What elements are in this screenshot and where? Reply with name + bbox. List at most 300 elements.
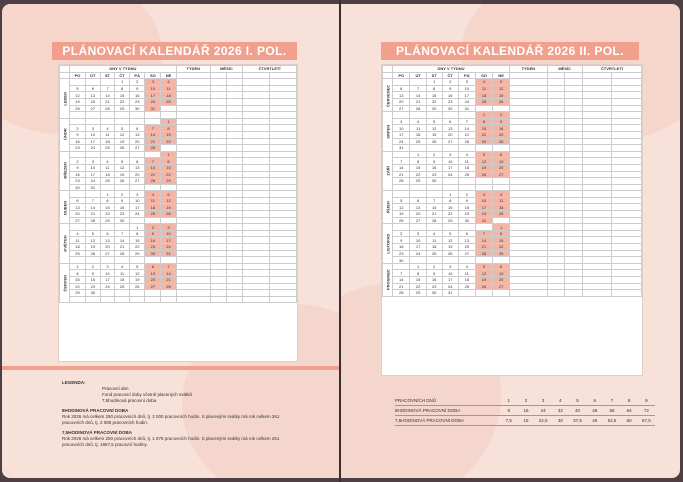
col-header: [60, 66, 70, 73]
day-cell: 1: [410, 151, 426, 158]
day-cell: [426, 257, 442, 264]
week-row: [60, 145, 297, 152]
week-cell: [510, 125, 547, 132]
day-cell: [115, 184, 130, 191]
week-row: [60, 158, 297, 165]
day-cell: 6: [410, 197, 426, 204]
month-label: SRPEN: [383, 112, 393, 152]
week-cell: [176, 145, 210, 152]
day-cell: [458, 257, 475, 264]
summary-cell: 16: [523, 408, 529, 413]
day-cell: 23: [70, 145, 86, 152]
day-cell: [393, 151, 410, 158]
day-cell: [130, 217, 145, 224]
day-cell: [410, 145, 426, 152]
col-header: ČTVRTLETÍ: [242, 66, 296, 73]
day-cell: 20: [70, 211, 86, 218]
day-cell: 6: [100, 230, 114, 237]
day-cell: 17: [130, 204, 145, 211]
page-title: PLÁNOVACÍ KALENDÁŘ 2026 I. POL.: [52, 42, 297, 60]
day-cell: 13: [493, 270, 510, 277]
day-cell: 4: [410, 118, 426, 125]
day-cell: 26: [161, 211, 176, 218]
day-cell: 9: [130, 85, 145, 92]
day-cell: 20: [493, 164, 510, 171]
week-cell: [510, 230, 547, 237]
week-row: [60, 211, 297, 218]
day-cell: 11: [475, 85, 492, 92]
week-cell: [176, 92, 210, 99]
day-cell: [410, 257, 426, 264]
day-cell: 29: [475, 138, 492, 145]
day-cell: 25: [100, 178, 114, 185]
week-row: [60, 296, 297, 303]
day-cell: 24: [442, 283, 458, 290]
day-cell: 12: [130, 270, 145, 277]
week-cell: [176, 118, 210, 125]
day-cell: [410, 112, 426, 119]
day-cell: 6: [70, 197, 86, 204]
col-header: DNY V TÝDNU: [393, 66, 510, 73]
day-cell: 23: [493, 131, 510, 138]
week-cell: [176, 230, 210, 237]
day-cell: 5: [475, 151, 492, 158]
day-cell: 31: [145, 105, 161, 112]
day-cell: 9: [115, 197, 130, 204]
day-cell: 22: [410, 171, 426, 178]
summary-cell: 6: [593, 398, 597, 403]
day-cell: 22: [115, 98, 130, 105]
day-cell: [130, 112, 145, 119]
day-cell: 29: [426, 105, 442, 112]
day-cell: [410, 79, 426, 86]
day-cell: 5: [426, 118, 442, 125]
day-header: SO: [145, 72, 161, 79]
day-cell: 26: [493, 98, 510, 105]
day-cell: 8: [70, 270, 86, 277]
day-cell: [130, 118, 145, 125]
day-cell: 13: [130, 164, 145, 171]
day-cell: 17: [442, 277, 458, 284]
day-cell: [85, 257, 100, 264]
day-cell: 7: [426, 197, 442, 204]
day-cell: 19: [493, 92, 510, 99]
day-cell: 10: [458, 85, 475, 92]
day-cell: 18: [100, 171, 114, 178]
day-cell: [85, 296, 100, 303]
day-cell: [426, 112, 442, 119]
day-cell: 21: [115, 244, 130, 251]
day-cell: 25: [70, 250, 86, 257]
day-cell: 10: [85, 131, 100, 138]
day-cell: [458, 184, 475, 191]
day-header: ČT: [115, 72, 130, 79]
day-cell: [475, 145, 492, 152]
day-header: ST: [100, 72, 114, 79]
day-cell: [85, 112, 100, 119]
col-header: MĚSÍC: [547, 66, 582, 73]
day-cell: [493, 257, 510, 264]
day-header: NE: [161, 72, 176, 79]
day-cell: [161, 296, 176, 303]
week-cell: [176, 138, 210, 145]
day-cell: 10: [475, 197, 492, 204]
day-cell: 12: [115, 164, 130, 171]
day-cell: 19: [475, 164, 492, 171]
week-row: [60, 151, 297, 158]
day-cell: [115, 112, 130, 119]
day-cell: [115, 151, 130, 158]
day-header: SO: [475, 72, 492, 79]
right-page: [341, 4, 680, 478]
day-cell: 8: [475, 118, 492, 125]
day-cell: 28: [115, 250, 130, 257]
day-cell: 4: [145, 191, 161, 198]
day-cell: 8: [115, 85, 130, 92]
day-cell: 4: [475, 79, 492, 86]
day-cell: 1: [161, 151, 176, 158]
week-row: [383, 197, 642, 204]
day-cell: 2: [70, 125, 86, 132]
day-cell: 5: [115, 125, 130, 132]
week-row: [383, 270, 642, 277]
day-cell: 28: [426, 217, 442, 224]
day-cell: 26: [393, 217, 410, 224]
day-cell: 9: [70, 164, 86, 171]
day-cell: 21: [393, 283, 410, 290]
day-cell: 13: [85, 92, 100, 99]
day-cell: [493, 290, 510, 297]
week-row: [60, 79, 297, 86]
day-cell: 20: [442, 131, 458, 138]
day-cell: 10: [85, 164, 100, 171]
month-label: ÚNOR: [60, 118, 70, 151]
week-cell: [176, 131, 210, 138]
day-cell: 25: [115, 283, 130, 290]
day-cell: [493, 184, 510, 191]
day-cell: 9: [426, 270, 442, 277]
day-cell: [475, 290, 492, 297]
day-cell: 11: [70, 237, 86, 244]
day-cell: 13: [145, 270, 161, 277]
day-cell: 11: [493, 197, 510, 204]
day-cell: [161, 105, 176, 112]
day-cell: 7: [145, 125, 161, 132]
day-cell: 23: [426, 283, 442, 290]
day-cell: 14: [85, 204, 100, 211]
day-cell: 17: [393, 131, 410, 138]
day-cell: 3: [161, 224, 176, 231]
week-cell: [176, 151, 210, 158]
day-cell: [85, 118, 100, 125]
day-cell: 17: [161, 237, 176, 244]
day-cell: 25: [426, 250, 442, 257]
day-cell: 22: [410, 283, 426, 290]
day-cell: 14: [100, 92, 114, 99]
day-cell: 26: [426, 138, 442, 145]
day-cell: 9: [70, 131, 86, 138]
day-cell: 24: [130, 211, 145, 218]
day-cell: 13: [100, 237, 114, 244]
summary-cell: 1: [507, 398, 510, 403]
day-cell: 2: [393, 230, 410, 237]
day-cell: 27: [130, 145, 145, 152]
summary-cell: 9: [645, 398, 648, 403]
week-cell: [510, 237, 547, 244]
day-cell: 18: [161, 92, 176, 99]
day-cell: 9: [493, 118, 510, 125]
day-cell: 19: [442, 244, 458, 251]
day-cell: 4: [458, 263, 475, 270]
day-cell: 27: [410, 217, 426, 224]
work-hours-summary: [395, 396, 655, 426]
summary-cell: 7,5: [505, 418, 512, 423]
day-cell: 18: [100, 138, 114, 145]
day-cell: 18: [115, 277, 130, 284]
week-row: [383, 244, 642, 251]
day-cell: [100, 151, 114, 158]
summary-cell: 60: [626, 418, 632, 423]
week-row: [383, 98, 642, 105]
month-label: KVĚTEN: [60, 224, 70, 264]
week-row: [60, 277, 297, 284]
summary-cell: 32: [557, 408, 563, 413]
day-cell: 5: [393, 197, 410, 204]
month-label: BŘEZEN: [60, 151, 70, 191]
day-cell: [115, 224, 130, 231]
day-cell: 5: [115, 158, 130, 165]
day-cell: 10: [145, 85, 161, 92]
day-cell: 12: [115, 131, 130, 138]
day-cell: 15: [130, 237, 145, 244]
week-row: [60, 112, 297, 119]
legend-item: Fond pracovní doby včetně placených svátků: [102, 392, 193, 397]
h75-title: 7,5HODINOVÁ PRACOVNÍ DOBA: [62, 430, 133, 435]
day-cell: [70, 257, 86, 264]
week-cell: [176, 296, 210, 303]
day-cell: [426, 224, 442, 231]
day-cell: 24: [410, 250, 426, 257]
day-cell: 18: [410, 131, 426, 138]
day-cell: [85, 191, 100, 198]
day-cell: 21: [458, 131, 475, 138]
day-cell: [145, 296, 161, 303]
week-cell: [176, 164, 210, 171]
day-cell: [442, 224, 458, 231]
day-cell: 5: [130, 263, 145, 270]
day-cell: 28: [393, 178, 410, 185]
day-cell: 14: [426, 204, 442, 211]
day-cell: 7: [410, 85, 426, 92]
week-cell: [176, 290, 210, 297]
day-cell: 21: [475, 244, 492, 251]
day-cell: 12: [85, 237, 100, 244]
col-header: [383, 66, 393, 73]
week-cell: [510, 151, 547, 158]
day-cell: 24: [161, 244, 176, 251]
week-cell: [176, 191, 210, 198]
summary-cell: 64: [626, 408, 632, 413]
summary-cell: 8: [627, 398, 631, 403]
summary-cell: 67,5: [641, 418, 651, 423]
day-cell: 10: [161, 230, 176, 237]
week-row: [60, 98, 297, 105]
day-cell: 11: [458, 270, 475, 277]
day-cell: [493, 178, 510, 185]
day-cell: 3: [130, 191, 145, 198]
day-cell: 25: [161, 98, 176, 105]
col-header: TÝDEN: [510, 66, 547, 73]
day-cell: 30: [130, 105, 145, 112]
week-cell: [510, 257, 547, 264]
day-cell: [493, 105, 510, 112]
day-cell: 28: [393, 290, 410, 297]
day-cell: 23: [442, 98, 458, 105]
week-cell: [510, 244, 547, 251]
day-cell: 13: [410, 204, 426, 211]
day-cell: 15: [410, 277, 426, 284]
day-cell: 23: [115, 211, 130, 218]
left-page: [2, 4, 339, 478]
day-cell: 31: [393, 145, 410, 152]
day-cell: 2: [85, 263, 100, 270]
day-cell: 19: [426, 131, 442, 138]
summary-label: PRACOVNÍCH DNŮ: [395, 398, 437, 403]
summary-row-days: [395, 396, 655, 406]
week-cell: [176, 250, 210, 257]
day-cell: 3: [393, 118, 410, 125]
day-cell: 7: [161, 263, 176, 270]
day-cell: 3: [85, 158, 100, 165]
month-label: ČERVEN: [60, 263, 70, 303]
week-row: [60, 237, 297, 244]
day-cell: 24: [475, 211, 492, 218]
day-cell: 17: [410, 244, 426, 251]
day-cell: 1: [100, 191, 114, 198]
day-cell: 6: [442, 118, 458, 125]
week-row: [383, 178, 642, 185]
summary-cell: 52,5: [607, 418, 617, 423]
day-cell: 2: [115, 191, 130, 198]
day-cell: 3: [442, 263, 458, 270]
legend-item: 7,5hodinová pracovní doba: [102, 398, 157, 403]
day-header: PO: [393, 72, 410, 79]
week-cell: [510, 263, 547, 270]
week-row: [383, 145, 642, 152]
day-cell: 18: [145, 204, 161, 211]
day-cell: [70, 79, 86, 86]
summary-cell: 3: [541, 398, 545, 403]
day-cell: 31: [85, 184, 100, 191]
day-cell: 23: [393, 250, 410, 257]
week-cell: [176, 79, 210, 86]
week-cell: [176, 125, 210, 132]
week-cell: [176, 237, 210, 244]
week-row: [383, 283, 642, 290]
week-row: [383, 277, 642, 284]
day-cell: 13: [130, 131, 145, 138]
month-label: LEDEN: [60, 79, 70, 119]
day-cell: 29: [115, 105, 130, 112]
week-cell: [510, 85, 547, 92]
day-cell: 29: [70, 290, 86, 297]
day-cell: 1: [161, 118, 176, 125]
day-cell: 17: [100, 277, 114, 284]
day-cell: 9: [426, 158, 442, 165]
day-cell: 22: [100, 211, 114, 218]
week-row: [60, 118, 297, 125]
day-cell: 23: [130, 98, 145, 105]
day-cell: [145, 151, 161, 158]
day-cell: 8: [161, 158, 176, 165]
day-cell: 11: [115, 270, 130, 277]
month-label: ŘÍJEN: [383, 191, 393, 224]
day-cell: [458, 145, 475, 152]
day-cell: 25: [410, 138, 426, 145]
day-cell: [161, 217, 176, 224]
summary-cell: 56: [609, 408, 615, 413]
day-cell: 19: [130, 277, 145, 284]
day-cell: [115, 290, 130, 297]
day-cell: 22: [70, 283, 86, 290]
day-cell: 27: [493, 283, 510, 290]
week-cell: [176, 283, 210, 290]
day-cell: 14: [145, 131, 161, 138]
week-cell: [510, 158, 547, 165]
day-cell: 26: [85, 250, 100, 257]
day-cell: 16: [70, 138, 86, 145]
week-row: [383, 105, 642, 112]
day-cell: [410, 224, 426, 231]
day-cell: 15: [475, 125, 492, 132]
week-row: [60, 217, 297, 224]
day-cell: [145, 290, 161, 297]
week-cell: [510, 290, 547, 297]
day-cell: [70, 112, 86, 119]
day-cell: 22: [442, 211, 458, 218]
day-cell: [145, 217, 161, 224]
week-row: [60, 244, 297, 251]
week-row: [60, 85, 297, 92]
day-cell: 20: [145, 277, 161, 284]
day-cell: 10: [442, 158, 458, 165]
day-cell: [100, 118, 114, 125]
day-cell: 28: [85, 217, 100, 224]
day-cell: [115, 118, 130, 125]
day-cell: 20: [493, 277, 510, 284]
day-cell: 27: [85, 105, 100, 112]
day-cell: 28: [475, 250, 492, 257]
day-cell: [130, 257, 145, 264]
day-cell: 25: [475, 98, 492, 105]
day-cell: 26: [130, 283, 145, 290]
day-cell: 12: [475, 158, 492, 165]
day-cell: 26: [70, 105, 86, 112]
day-cell: 12: [442, 237, 458, 244]
day-cell: [115, 296, 130, 303]
day-cell: 9: [85, 270, 100, 277]
day-cell: 13: [393, 92, 410, 99]
day-cell: [458, 290, 475, 297]
day-cell: 11: [100, 131, 114, 138]
day-cell: [85, 151, 100, 158]
day-cell: [130, 184, 145, 191]
day-cell: 27: [130, 178, 145, 185]
day-header: PÁ: [130, 72, 145, 79]
week-cell: [176, 217, 210, 224]
week-row: [60, 164, 297, 171]
day-cell: 23: [85, 283, 100, 290]
